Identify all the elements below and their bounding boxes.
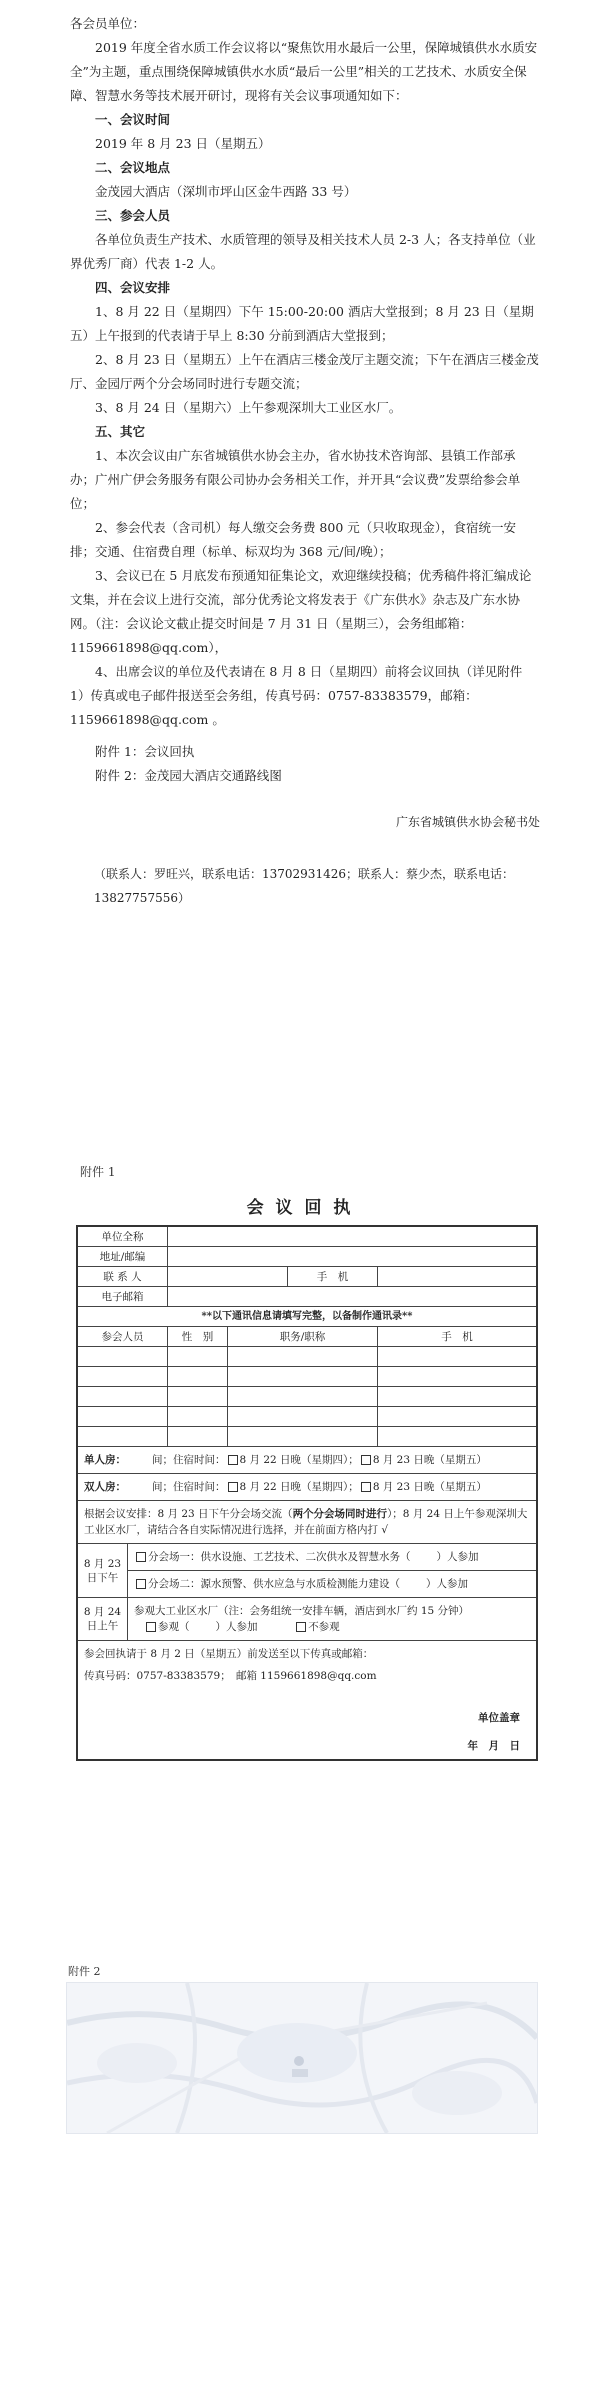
single-room-opt2: 8 月 23 日晚（星期五） bbox=[372, 1454, 487, 1466]
aug23-label: 8 月 23 日下午 bbox=[78, 1544, 128, 1597]
schedule-note: 根据会议安排：8 月 23 日下午分会场交流（ bbox=[84, 1508, 293, 1520]
session-2-suffix: ）人参加 bbox=[426, 1578, 468, 1590]
other-item: 4、出席会议的单位及代表请在 8 月 8 日（星期四）前将会议回执（详见附件 1）传真或电子邮件报送至会务组，传真号码：0757-83383579，邮箱：1159661898@qq.com 。 bbox=[70, 664, 523, 727]
checkbox[interactable] bbox=[296, 1622, 306, 1632]
meeting-date: 2019 年 8 月 23 日（星期五） bbox=[95, 136, 271, 151]
schedule-note-bold: 两个分会场同时进行 bbox=[292, 1508, 388, 1520]
mobile-cell[interactable] bbox=[378, 1387, 536, 1406]
schedule-item: 1、8 月 22 日（星期四）下午 15:00-20:00 酒店大堂报到；8 月 23 日（星期五）上午报到的代表请于早上 8:30 分前到酒店大堂报到； bbox=[70, 304, 534, 343]
visit-text: 参观大工业区水厂（注：会务组统一安排车辆，酒店到水厂约 15 分钟） bbox=[134, 1605, 470, 1617]
section-heading-attendees: 三、参会人员 bbox=[95, 208, 171, 223]
schedule-item: 2、8 月 23 日（星期五）上午在酒店三楼金茂厅主题交流；下午在酒店三楼金茂厅、金园厅两个分会场同时进行专题交流； bbox=[70, 352, 539, 391]
mobile-cell[interactable] bbox=[378, 1347, 536, 1366]
attachment-1: 附件 1：会议回执 bbox=[95, 744, 195, 759]
title-cell[interactable] bbox=[228, 1407, 378, 1426]
checkbox[interactable] bbox=[146, 1622, 156, 1632]
checkbox[interactable] bbox=[228, 1455, 238, 1465]
contact-info: （联系人：罗旺兴，联系电话：13702931426；联系人：蔡少杰，联系电话：13827757556） bbox=[94, 867, 514, 905]
title-cell[interactable] bbox=[228, 1387, 378, 1406]
receipt-form bbox=[76, 1225, 538, 1761]
section-heading-schedule: 四、会议安排 bbox=[95, 280, 171, 295]
visit-no: 不参观 bbox=[308, 1621, 340, 1633]
attendee-cell[interactable] bbox=[78, 1347, 168, 1366]
checkbox[interactable] bbox=[228, 1482, 238, 1492]
signature-date: 年 月 日 bbox=[467, 1740, 520, 1752]
signature: 广东省城镇供水协会秘书处 bbox=[395, 815, 540, 829]
form-row-unit bbox=[78, 1227, 536, 1247]
unit-name-field[interactable] bbox=[168, 1227, 536, 1246]
other-item: 2、参会代表（含司机）每人缴交会务费 800 元（只收取现金），食宿统一安排；交通、住宿费自理（标单、标双均为 368 元/间/晚）； bbox=[70, 520, 517, 559]
form-row-note bbox=[78, 1307, 536, 1327]
visit-yes: 参观（ bbox=[158, 1621, 190, 1633]
header-title: 职务/职称 bbox=[228, 1327, 378, 1346]
header-gender: 性 别 bbox=[168, 1327, 228, 1346]
attendee-row bbox=[78, 1407, 536, 1427]
other-item: 3、会议已在 5 月底发布预通知征集论文，欢迎继续投稿；优秀稿件将汇编成论文集，并在会议上进行交流，部分优秀论文将发表于《广东供水》杂志及广东水协网。（注：会议论文截止提交时间是 7 月 31 日（星期三），会务组邮箱：1159661898@qq.com）， bbox=[70, 568, 532, 655]
email-label: 电子邮箱 bbox=[78, 1287, 168, 1306]
session-1: 分会场一：供水设施、工艺技术、二次供水及智慧水务（ bbox=[148, 1551, 411, 1563]
mobile-cell[interactable] bbox=[378, 1367, 536, 1386]
mobile-label: 手 机 bbox=[288, 1267, 378, 1286]
map-image bbox=[67, 1983, 537, 2133]
submit-row bbox=[78, 1641, 536, 1759]
email-field[interactable] bbox=[168, 1287, 536, 1306]
gender-cell[interactable] bbox=[168, 1347, 228, 1366]
unit-name-label: 单位全称 bbox=[78, 1227, 168, 1246]
attendee-cell[interactable] bbox=[78, 1367, 168, 1386]
fax-email: 传真号码：0757-83383579； 邮箱 1159661898@qq.com bbox=[84, 1670, 377, 1682]
other-item: 1、本次会议由广东省城镇供水协会主办，省水协技术咨询部、县镇工作部承办；广州广伊会务服务有限公司协办会务相关工作，并开具“会议费”发票给参会单位； bbox=[70, 448, 521, 511]
section-heading-other: 五、其它 bbox=[95, 424, 146, 439]
header-mobile: 手 机 bbox=[441, 1330, 473, 1343]
single-room-row bbox=[78, 1447, 536, 1474]
session-2: 分会场二：源水预警、供水应急与水质检测能力建设（ bbox=[148, 1578, 400, 1590]
checkbox[interactable] bbox=[136, 1579, 146, 1589]
info-note: **以下通讯信息请填写完整，以备制作通讯录** bbox=[201, 1310, 413, 1322]
gender-cell[interactable] bbox=[168, 1407, 228, 1426]
checkbox[interactable] bbox=[136, 1552, 146, 1562]
session-1-suffix: ）人参加 bbox=[436, 1551, 479, 1563]
attendee-cell[interactable] bbox=[78, 1427, 168, 1446]
attachment-2-label: 附件 2 bbox=[68, 1965, 101, 1978]
gender-cell[interactable] bbox=[168, 1367, 228, 1386]
double-room-label: 双人房： bbox=[84, 1481, 126, 1493]
checkbox[interactable] bbox=[361, 1482, 371, 1492]
title-cell[interactable] bbox=[228, 1347, 378, 1366]
section-heading-time: 一、会议时间 bbox=[95, 112, 171, 127]
header-attendee: 参会人员 bbox=[78, 1327, 168, 1346]
attendee-header-row bbox=[78, 1327, 536, 1347]
schedule-item: 3、8 月 24 日（星期六）上午参观深圳大工业区水厂。 bbox=[95, 400, 402, 415]
address-label: 地址/邮编 bbox=[78, 1247, 168, 1266]
attachment-2: 附件 2：金茂园大酒店交通路线图 bbox=[95, 768, 282, 783]
form-row-contact bbox=[78, 1267, 536, 1287]
meeting-location: 金茂园大酒店（深圳市坪山区金牛西路 33 号） bbox=[95, 184, 357, 199]
mobile-field[interactable] bbox=[378, 1267, 536, 1286]
title-cell[interactable] bbox=[228, 1367, 378, 1386]
intro-paragraph: 2019 年度全省水质工作会议将以“聚焦饮用水最后一公里，保障城镇供水水质安全”为主题，重点围绕保障城镇供水水质“最后一公里”相关的工艺技术、水质安全保障、智慧水务等技术展开研讨，现将有关会议事项通知如下： bbox=[70, 40, 538, 103]
traffic-route-map bbox=[66, 1982, 538, 2134]
form-row-address bbox=[78, 1247, 536, 1267]
salutation: 各会员单位： bbox=[70, 16, 146, 31]
attendee-cell[interactable] bbox=[78, 1407, 168, 1426]
checkbox[interactable] bbox=[361, 1455, 371, 1465]
double-room-opt2: 8 月 23 日晚（星期五） bbox=[372, 1481, 487, 1493]
contact-field[interactable] bbox=[168, 1267, 288, 1286]
schedule-note-row bbox=[78, 1501, 536, 1544]
address-field[interactable] bbox=[168, 1247, 536, 1266]
single-room-label: 单人房： bbox=[84, 1454, 126, 1466]
gender-cell[interactable] bbox=[168, 1427, 228, 1446]
double-room-row bbox=[78, 1474, 536, 1501]
attachment-1-label: 附件 1 bbox=[80, 1165, 116, 1179]
submit-note: 参会回执请于 8 月 2 日（星期五）前发送至以下传真或邮箱： bbox=[84, 1648, 374, 1660]
attendee-cell[interactable] bbox=[78, 1387, 168, 1406]
mobile-cell[interactable] bbox=[378, 1407, 536, 1426]
double-room-text: 间；住宿时间： bbox=[152, 1481, 226, 1493]
attendee-row bbox=[78, 1387, 536, 1407]
receipt-title: 会 议 回 执 bbox=[246, 1198, 354, 1218]
double-room-opt1: 8 月 22 日晚（星期四）； bbox=[239, 1481, 359, 1493]
gender-cell[interactable] bbox=[168, 1387, 228, 1406]
single-room-opt1: 8 月 22 日晚（星期四）； bbox=[239, 1454, 359, 1466]
attendee-row bbox=[78, 1347, 536, 1367]
section-heading-location: 二、会议地点 bbox=[95, 160, 171, 175]
attendee-row bbox=[78, 1367, 536, 1387]
single-room-text: 间；住宿时间： bbox=[152, 1454, 226, 1466]
visit-yes-suffix: ）人参加 bbox=[215, 1621, 258, 1633]
unit-seal: 单位盖章 bbox=[478, 1712, 520, 1724]
attendee-row bbox=[78, 1427, 536, 1447]
mobile-cell[interactable] bbox=[378, 1427, 536, 1446]
meeting-notice bbox=[70, 12, 540, 910]
aug24-label: 8 月 24 日上午 bbox=[78, 1598, 128, 1640]
form-row-email bbox=[78, 1287, 536, 1307]
title-cell[interactable] bbox=[228, 1427, 378, 1446]
schedule-note-rest: ）；8 月 24 日上午参观深圳大工业区水厂，请结合各自实际情况进行选择，并在前面方格内打 √ bbox=[84, 1508, 528, 1536]
contact-label: 联 系 人 bbox=[78, 1267, 168, 1286]
aug23-row bbox=[78, 1544, 536, 1598]
attendees-text: 各单位负责生产技术、水质管理的领导及相关技术人员 2-3 人；各支持单位（业界优秀厂商）代表 1-2 人。 bbox=[70, 232, 536, 271]
aug24-row bbox=[78, 1598, 536, 1641]
